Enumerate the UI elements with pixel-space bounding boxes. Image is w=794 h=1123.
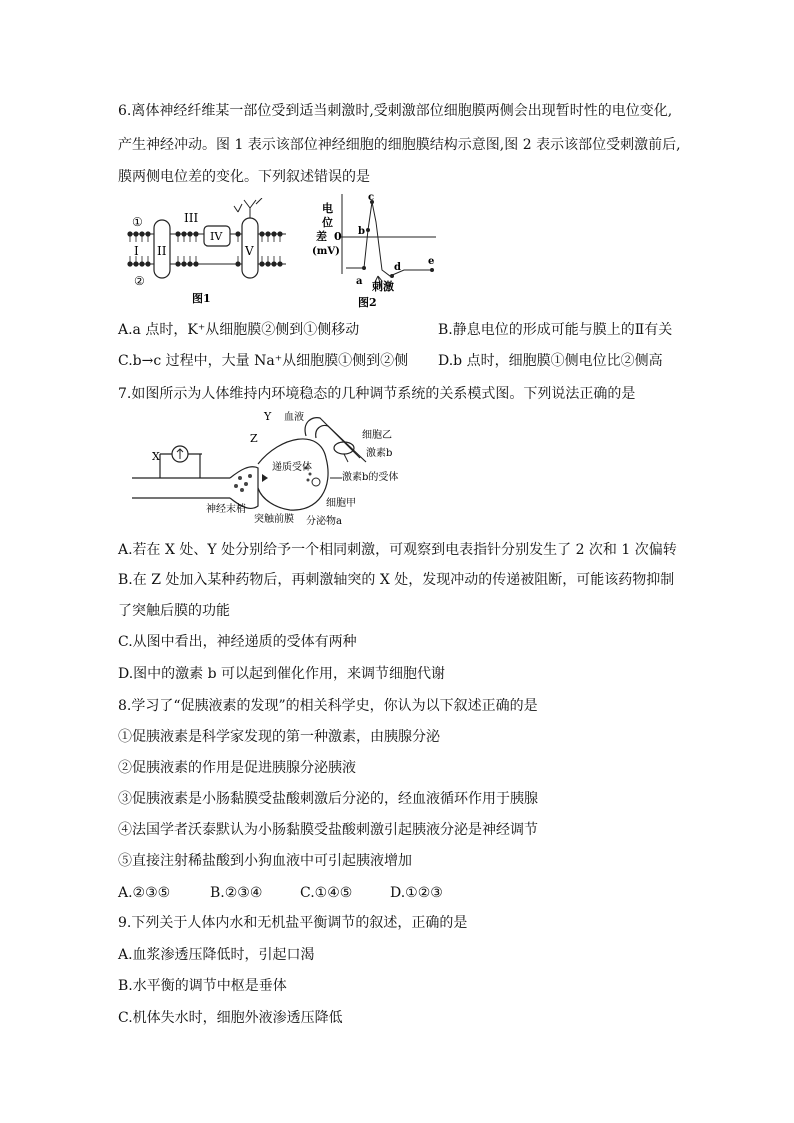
q6-figure-1-membrane bbox=[124, 198, 290, 308]
q9-stem: 9.下列关于人体内水和无机盐平衡调节的叙述，正确的是 bbox=[118, 915, 468, 931]
q8-item-4: ④法国学者沃泰默认为小肠黏膜受盐酸刺激引起胰液分泌是神经调节 bbox=[118, 822, 538, 838]
q7-label-hormone-b: 激素b bbox=[366, 448, 393, 459]
q7-label-x: X bbox=[152, 450, 160, 463]
q6-fig1-marker-1: ① bbox=[132, 215, 143, 229]
q6-stem-line-1: 6.离体神经纤维某一部位受到适当刺激时,受刺激部位细胞膜两侧会出现暂时性的电位变化, bbox=[118, 103, 673, 119]
q8-item-1: ①促胰液素是科学家发现的第一种激素，由胰腺分泌 bbox=[118, 729, 440, 745]
q8-option-c: C.①④⑤ bbox=[300, 885, 353, 901]
q8-option-b: B.②③④ bbox=[210, 885, 263, 901]
q6-fig2-ylabel-3: 差 bbox=[316, 230, 327, 243]
q7-label-secrete-a: 分泌物a bbox=[306, 516, 342, 527]
q6-fig2-zero: 0 bbox=[334, 230, 342, 243]
q6-fig2-unit: (mV) bbox=[312, 246, 340, 257]
q8-item-5: ⑤直接注射稀盐酸到小狗血液中可引起胰液增加 bbox=[118, 853, 412, 869]
q7-label-cell-a: 细胞甲 bbox=[326, 498, 356, 509]
q6-fig2-point-c: c bbox=[368, 192, 375, 203]
q7-stem: 7.如图所示为人体维持内环境稳态的几种调节系统的关系模式图。下列说法正确的是 bbox=[118, 386, 636, 402]
q8-option-a: A.②③⑤ bbox=[118, 885, 171, 901]
q6-option-a: A.a 点时，K⁺从细胞膜②侧到①侧移动 bbox=[118, 322, 360, 338]
q7-label-z: Z bbox=[250, 432, 258, 445]
q6-fig2-stimulus: 刺激 bbox=[372, 280, 394, 293]
q9-option-c: C.机体失水时，细胞外液渗透压降低 bbox=[118, 1010, 343, 1026]
q7-label-blood: 血液 bbox=[284, 412, 304, 423]
q7-label-presyn: 突触前膜 bbox=[254, 514, 294, 525]
q6-fig2-ylabel-1: 电 bbox=[322, 202, 333, 215]
q7-label-y: Y bbox=[264, 410, 272, 423]
q6-fig1-roman-3: III bbox=[184, 211, 199, 225]
q8-item-2: ②促胰液素的作用是促进胰腺分泌胰液 bbox=[118, 760, 356, 776]
q6-fig1-roman-1: I bbox=[134, 244, 139, 258]
q8-option-d: D.①②③ bbox=[390, 885, 443, 901]
q6-fig2-point-d: d bbox=[394, 262, 401, 273]
q6-fig1-roman-5: V bbox=[245, 244, 254, 258]
q8-stem: 8.学习了“促胰液素的发现”的相关科学史，你认为以下叙述正确的是 bbox=[118, 698, 538, 714]
q6-fig1-caption: 图1 bbox=[192, 292, 211, 305]
q7-option-a: A.若在 X 处、Y 处分别给予一个相同刺激，可观察到电表指针分别发生了 2 次和 1 次偏转 bbox=[118, 542, 677, 558]
q9-option-a: A.血浆渗透压降低时，引起口渴 bbox=[118, 947, 315, 963]
q6-fig2-point-a: a bbox=[356, 276, 363, 287]
q6-fig1-roman-4: IV bbox=[210, 230, 223, 243]
q9-option-b: B.水平衡的调节中枢是垂体 bbox=[118, 978, 287, 994]
q6-option-b: B.静息电位的形成可能与膜上的Ⅱ有关 bbox=[438, 322, 673, 338]
q6-fig2-point-b: b bbox=[358, 226, 365, 237]
q6-fig2-ylabel-2: 位 bbox=[322, 216, 333, 229]
q7-label-nerve-end: 神经末梢 bbox=[206, 504, 246, 515]
q7-label-receptor-b: 激素b的受体 bbox=[342, 472, 399, 483]
q6-option-c: C.b→c 过程中，大量 Na⁺从细胞膜①侧到②侧 bbox=[118, 353, 409, 369]
q6-fig2-point-e: e bbox=[428, 256, 435, 267]
q6-stem-line-3: 膜两侧电位差的变化。下列叙述错误的是 bbox=[118, 169, 370, 185]
q7-option-b-line-2: 了突触后膜的功能 bbox=[118, 603, 230, 619]
q6-fig1-roman-2: II bbox=[157, 244, 167, 258]
q6-stem-line-2: 产生神经冲动。图 1 表示该部位神经细胞的细胞膜结构示意图,图 2 表示该部位受刺激前后, bbox=[118, 137, 681, 153]
q6-fig1-marker-2: ② bbox=[134, 274, 145, 288]
q6-option-d: D.b 点时，细胞膜①侧电位比②侧高 bbox=[438, 353, 663, 369]
q6-fig2-caption: 图2 bbox=[358, 296, 377, 309]
q7-label-cell-b: 细胞乙 bbox=[362, 430, 392, 441]
q7-option-b-line-1: B.在 Z 处加入某种药物后，再刺激轴突的 X 处，发现冲动的传递被阻断，可能该药物抑制 bbox=[118, 572, 675, 588]
q8-item-3: ③促胰液素是小肠黏膜受盐酸刺激后分泌的，经血液循环作用于胰腺 bbox=[118, 791, 538, 807]
q7-figure-regulation-diagram bbox=[130, 408, 430, 528]
q7-label-receptor-nt: 递质受体 bbox=[272, 462, 312, 473]
q7-option-d: D.图中的激素 b 可以起到催化作用，来调节细胞代谢 bbox=[118, 666, 446, 682]
q6-figure-2-potential-graph bbox=[310, 190, 440, 312]
q7-option-c: C.从图中看出，神经递质的受体有两种 bbox=[118, 634, 357, 650]
